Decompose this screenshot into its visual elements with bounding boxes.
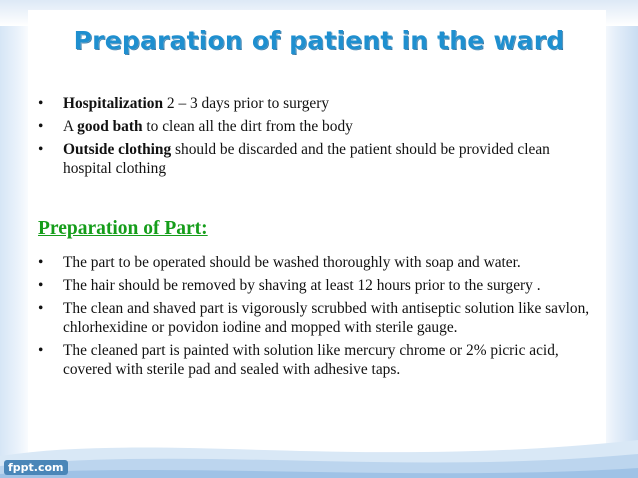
list-item	[38, 299, 598, 337]
bullet-icon: •	[38, 342, 44, 359]
bottom-wave-decoration	[0, 426, 638, 478]
item-bold-term: good bath	[77, 118, 143, 135]
item-text: 2 – 3 days prior to surgery	[163, 95, 330, 112]
item-text: should be discarded and the patient should be provided clean hospital clothing	[63, 141, 550, 177]
fppt-logo: fppt.com	[4, 460, 68, 475]
bullet-icon: •	[38, 277, 44, 294]
item-text: The clean and shaved part is vigorously scrubbed with antiseptic solution like savlon, chlorhexidine or povidon iodine and mopped with sterile gauge.	[63, 300, 590, 336]
part-bullet-list	[38, 253, 598, 383]
intro-bullet-list	[38, 94, 598, 182]
page-title: Preparation of patient in the ward	[73, 26, 565, 55]
item-text: The part to be operated should be washed thoroughly with soap and water.	[63, 254, 521, 271]
bullet-icon: •	[38, 254, 44, 271]
bullet-icon: •	[38, 95, 44, 112]
item-bold-term: Hospitalization	[63, 95, 164, 112]
list-item-hospitalization	[38, 94, 598, 113]
item-bold-term: Outside clothing	[63, 141, 172, 158]
list-item-outside-clothing	[38, 140, 598, 178]
list-item	[38, 276, 598, 295]
item-text: to clean all the dirt from the body	[142, 118, 353, 135]
item-text: The cleaned part is painted with solution like mercury chrome or 2% picric acid, covered with sterile pad and sealed with adhesive taps.	[63, 342, 559, 378]
item-text: The hair should be removed by shaving at least 12 hours prior to the surgery .	[63, 277, 541, 294]
bullet-icon: •	[38, 300, 44, 317]
list-item-good-bath	[38, 117, 598, 136]
item-prefix: A	[63, 118, 78, 135]
section-heading: Preparation of Part:	[38, 218, 208, 239]
list-item	[38, 253, 598, 272]
bullet-icon: •	[38, 118, 44, 135]
bullet-icon: •	[38, 141, 44, 158]
list-item	[38, 341, 598, 379]
